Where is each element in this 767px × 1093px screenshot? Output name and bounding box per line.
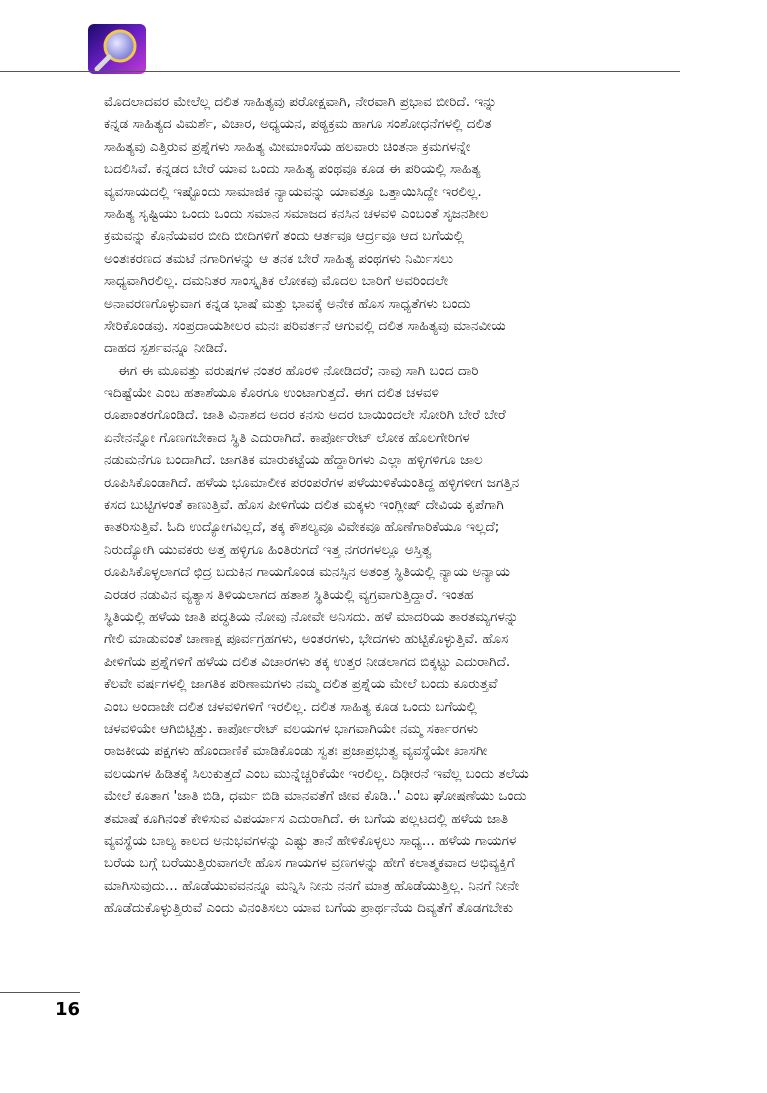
text-line: ಸಾಹಿತ್ಯವು ಎತ್ತಿರುವ ಪ್ರಶ್ನೆಗಳು ಸಾಹಿತ್ಯ ಮೀಮಾಂಸೆಯ ಹಲವಾರು ಚಿಂತನಾ ಕ್ರಮಗಳನ್ನೇ [104, 138, 471, 155]
text-line: ರೂಪಿಸಿಕೊಂಡಾಗಿದೆ. ಹಳೆಯ ಭೂಮಾಲೀಕ ಪರಂಪರೆಗಳ ಪಳೆಯುಳಿಕೆಯಂತಿದ್ದ ಹಳ್ಳಿಗಳೀಗ ಜಗತ್ತಿನ [104, 474, 520, 491]
text-line: ರೂಪಿಸಿಕೊಳ್ಳಲಾಗದೆ ಛಿದ್ರ ಬದುಕಿನ ಗಾಯಗೊಂಡ ಮನಸ್ಸಿನ ಅತಂತ್ರ ಸ್ಥಿತಿಯಲ್ಲಿ ನ್ಯಾಯ ಅನ್ಯಾಯ [104, 564, 511, 581]
text-line: ಕಾತರಿಸುತ್ತಿವೆ. ಓದಿ ಉದ್ಯೋಗವಿಲ್ಲದೆ, ತಕ್ಕ ಕೌಶಲ್ಯವೂ ವಿವೇಕವೂ ಹೊಣೆಗಾರಿಕೆಯೂ ಇಲ್ಲದೆ; [104, 519, 500, 536]
text-line: ಅಂತಃಕರಣದ ತಮಟೆ ನಗಾರಿಗಳನ್ನು ಆ ತನಕ ಬೇರೆ ಸಾಹಿತ್ಯ ಪಂಥಗಳು ನಿರ್ಮಿಸಲು [104, 250, 454, 267]
text-line: ಪೀಳಿಗೆಯ ಪ್ರಶ್ನೆಗಳಿಗೆ ಹಳೆಯ ದಲಿತ ವಿಚಾರಗಳು ತಕ್ಕ ಉತ್ತರ ನೀಡಲಾಗದ ಬಿಕ್ಕಟ್ಟು ಎದುರಾಗಿದೆ. [104, 653, 511, 670]
text-line: ಬದಲಿಸಿವೆ. ಕನ್ನಡದ ಬೇರೆ ಯಾವ ಒಂದು ಸಾಹಿತ್ಯ ಪಂಥವೂ ಕೂಡ ಈ ಪರಿಯಲ್ಲಿ ಸಾಹಿತ್ಯ [104, 161, 481, 178]
text-line: ಸಾಧ್ಯವಾಗಿರಲಿಲ್ಲ. ದಮನಿತರ ಸಾಂಸ್ಕೃತಿಕ ಲೋಕವು ಮೊದಲ ಬಾರಿಗೆ ಅವರಿಂದಲೇ [104, 273, 449, 290]
text-line: ಕನ್ನಡ ಸಾಹಿತ್ಯದ ವಿಮರ್ಶೆ, ವಿಚಾರ, ಅಧ್ಯಯನ, ಪಠ್ಯಕ್ರಮ ಹಾಗೂ ಸಂಶೋಧನೆಗಳಲ್ಲಿ ದಲಿತ [104, 116, 492, 133]
text-line: ಮೊದಲಾದವರ ಮೇಲೆಲ್ಲ ದಲಿತ ಸಾಹಿತ್ಯವು ಪರೋಕ್ಷವಾಗಿ, ನೇರವಾಗಿ ಪ್ರಭಾವ ಬೀರಿದೆ. ಇನ್ನು [104, 94, 497, 110]
text-line: ಎಂಬ ಅಂದಾಜೇ ದಲಿತ ಚಳವಳಿಗಳಿಗೆ ಇರಲಿಲ್ಲ. ದಲಿತ ಸಾಹಿತ್ಯ ಕೂಡ ಒಂದು ಬಗೆಯಲ್ಲಿ [104, 698, 477, 715]
text-line: ತಮಾಷೆ ಕೂಗಿನಂತೆ ಕೇಳಿಸುವ ವಿಪರ್ಯಾಸ ಎದುರಾಗಿದೆ. ಈ ಬಗೆಯ ಪಲ್ಲಟದಲ್ಲಿ ಹಳೆಯ ಜಾತಿ [104, 810, 509, 827]
text-line: ರಾಜಕೀಯ ಪಕ್ಷಗಳು ಹೊಂದಾಣಿಕೆ ಮಾಡಿಕೊಂಡು ಸ್ವತಃ ಪ್ರಜಾಪ್ರಭುತ್ವ ವ್ಯವಸ್ಥೆಯೇ ಖಾಸಗೀ [104, 743, 488, 760]
body-text [104, 91, 678, 942]
text-line: ಮೇಲೆ ಕೂತಾಗ 'ಜಾತಿ ಬಿಡಿ, ಧರ್ಮ ಬಿಡಿ ಮಾನವತೆಗೆ ಜೀವ ಕೊಡಿ..' ಎಂಬ ಘೋಷಣೆಯು ಒಂದು [104, 788, 527, 805]
header-rule [0, 71, 680, 72]
page-number: 16 [55, 999, 81, 1020]
text-line: ಸೇರಿಕೊಂಡವು. ಸಂಪ್ರದಾಯಶೀಲರ ಮನಃ ಪರಿವರ್ತನೆ ಆಗುವಲ್ಲಿ ದಲಿತ ಸಾಹಿತ್ಯವು ಮಾನವೀಯ [104, 317, 506, 334]
text-line: ಗೇಲಿ ಮಾಡುವಂತೆ ಚಾಣಾಕ್ಷ ಪೂರ್ವಗ್ರಹಗಳು, ಅಂತರಗಳು, ಭೇದಗಳು ಹುಟ್ಟಿಕೊಳ್ಳುತ್ತಿವೆ. ಹೊಸ [104, 631, 509, 648]
footer-rule [0, 992, 80, 993]
text-line: ಹೊಡೆದುಕೊಳ್ಳುತ್ತಿರುವೆ ಎಂದು ವಿನಂತಿಸಲು ಯಾವ ಬಗೆಯ ಪ್ರಾರ್ಥನೆಯ ದಿವ್ಯತೆಗೆ ತೊಡಗಬೇಕು [104, 900, 514, 917]
text-line: ಎರಡರ ನಡುವಿನ ವ್ಯತ್ಯಾಸ ತಿಳಿಯಲಾಗದ ಹತಾಶ ಸ್ಥಿತಿಯಲ್ಲಿ ವ್ಯಗ್ರವಾಗುತ್ತಿದ್ದಾರೆ. ಇಂತಹ [104, 586, 474, 603]
text-line: ಕಸದ ಬುಟ್ಟಿಗಳಂತೆ ಕಾಣುತ್ತಿವೆ. ಹೊಸ ಪೀಳಿಗೆಯ ದಲಿತ ಮಕ್ಕಳು ಇಂಗ್ಲೀಷ್ ದೇವಿಯ ಕೃಪೆಗಾಗಿ [104, 497, 504, 514]
text-line [104, 919, 678, 941]
text-line: ವ್ಯವಸಾಯದಲ್ಲಿ ಇಷ್ಟೊಂದು ಸಾಮಾಜಿಕ ನ್ಯಾಯವನ್ನು ಯಾವತ್ತೂ ಒತ್ತಾಯಿಸಿದ್ದೇ ಇರಲಿಲ್ಲ. [104, 183, 482, 200]
text-line: ಕ್ರಮವನ್ನು ಕೊನೆಯವರ ಬೀದಿ ಬೀದಿಗಳಿಗೆ ತಂದು ಆರ್ತವೂ ಆರ್ದ್ರವೂ ಆದ ಬಗೆಯಲ್ಲಿ [104, 228, 464, 245]
text-line: ಕೆಲವೇ ವರ್ಷಗಳಲ್ಲಿ ಜಾಗತಿಕ ಪರಿಣಾಮಗಳು ನಮ್ಮ ದಲಿತ ಪ್ರಶ್ನೆಯ ಮೇಲೆ ಬಂದು ಕೂರುತ್ತವೆ [104, 676, 498, 693]
text-line: ಸಾಹಿತ್ಯ ಸೃಷ್ಟಿಯು ಒಂದು ಒಂದು ಸಮಾನ ಸಮಾಜದ ಕನಸಿನ ಚಳವಳಿ ಎಂಬಂತೆ ಸೃಜನಶೀಲ [104, 205, 489, 222]
text-line: ಏನೇನನ್ನೋ ಗೊಣಗಬೇಕಾದ ಸ್ಥಿತಿ ಎದುರಾಗಿದೆ. ಕಾರ್ಪೋರೇಟ್ ಲೋಕ ಹೊಲಗೇರಿಗಳ [104, 429, 470, 446]
text-line: ಚಳವಳಿಯೇ ಆಗಿಬಿಟ್ಟಿತ್ತು. ಕಾರ್ಪೋರೇಟ್ ವಲಯಗಳ ಭಾಗವಾಗಿಯೇ ನಮ್ಮ ಸರ್ಕಾರಗಳು [104, 720, 479, 737]
text-line: ಸ್ಥಿತಿಯಲ್ಲಿ ಹಳೆಯ ಜಾತಿ ಪದ್ಧತಿಯ ನೋವು ನೋವೇ ಅನಿಸದು. ಹಳೆ ಮಾದರಿಯ ತಾರತಮ್ಯಗಳನ್ನು [104, 608, 519, 625]
text-line-paragraph-start: ಈಗ ಈ ಮೂವತ್ತು ವರುಷಗಳ ನಂತರ ಹೊರಳಿ ನೋಡಿದರೆ; ನಾವು ಸಾಗಿ ಬಂದ ದಾರಿ [118, 362, 479, 379]
text-line: ರೂಪಾಂತರಗೊಂಡಿದೆ. ಜಾತಿ ವಿನಾಶದ ಅದರ ಕನಸು ಅದರ ಬಾಯಿಂದಲೇ ಸೋರಿಗಿ ಬೇರೆ ಬೇರೆ [104, 407, 506, 424]
text-line: ವಲಯಗಳ ಹಿಡಿತಕ್ಕೆ ಸಿಲುಕುತ್ತದೆ ಎಂಬ ಮುನ್ನೆಚ್ಚರಿಕೆಯೇ ಇರಲಿಲ್ಲ. ದಿಢೀರನೆ ಇವೆಲ್ಲ ಬಂದು ತಲೆಯ [104, 765, 529, 782]
text-line: ನಡುಮನೆಗೂ ಬಂದಾಗಿದೆ. ಜಾಗತಿಕ ಮಾರುಕಟ್ಟೆಯ ಹೆದ್ದಾರಿಗಳು ಎಲ್ಲಾ ಹಳ್ಳಿಗಳಿಗೂ ಜಾಲ [104, 452, 483, 469]
text-line: ಮಾಗಿಸುವುದು... ಹೊಡೆಯುವವನನ್ನೂ ಮನ್ನಿಸಿ ನೀನು ನನಗೆ ಮಾತ್ರ ಹೊಡೆಯುತ್ತಿಲ್ಲ. ನಿನಗೆ ನೀನೇ [104, 877, 520, 894]
text-line: ವ್ಯವಸ್ಥೆಯ ಬಾಲ್ಯ ಕಾಲದ ಅನುಭವಗಳನ್ನು ಎಷ್ಟು ತಾನೆ ಹೇಳಿಕೊಳ್ಳಲು ಸಾಧ್ಯ... ಹಳೆಯ ಗಾಯಗಳ [104, 832, 517, 849]
text-line: ಇದಿಷ್ಟೆಯೇ ಎಂಬ ಹತಾಶೆಯೂ ಕೊರಗೂ ಉಂಟಾಗುತ್ತದೆ. ಈಗ ದಲಿತ ಚಳವಳಿ [104, 385, 439, 402]
text-line: ದಾಹದ ಸ್ಪರ್ಶವನ್ನೂ ನೀಡಿದೆ. [104, 340, 228, 357]
text-line: ಬರೆಯ ಬಗ್ಗೆ ಬರೆಯುತ್ತಿರುವಾಗಲೇ ಹೊಸ ಗಾಯಗಳ ವ್ರಣಗಳನ್ನು ಹೇಗೆ ಕಲಾತ್ಮಕವಾದ ಅಭಿವ್ಯಕ್ತಿಗೆ [104, 855, 515, 872]
magnifier-logo-icon [88, 24, 146, 74]
text-line: ಅನಾವರಣಗೊಳ್ಳುವಾಗ ಕನ್ನಡ ಭಾಷೆ ಮತ್ತು ಭಾವಕ್ಕೆ ಅನೇಕ ಹೊಸ ಸಾಧ್ಯತೆಗಳು ಬಂದು [104, 295, 471, 312]
text-line: ನಿರುದ್ಯೋಗಿ ಯುವಕರು ಅತ್ತ ಹಳ್ಳಿಗೂ ಹಿಂತಿರುಗದೆ ಇತ್ತ ನಗರಗಳಲ್ಲೂ ಅಸ್ತಿತ್ವ [104, 541, 432, 558]
